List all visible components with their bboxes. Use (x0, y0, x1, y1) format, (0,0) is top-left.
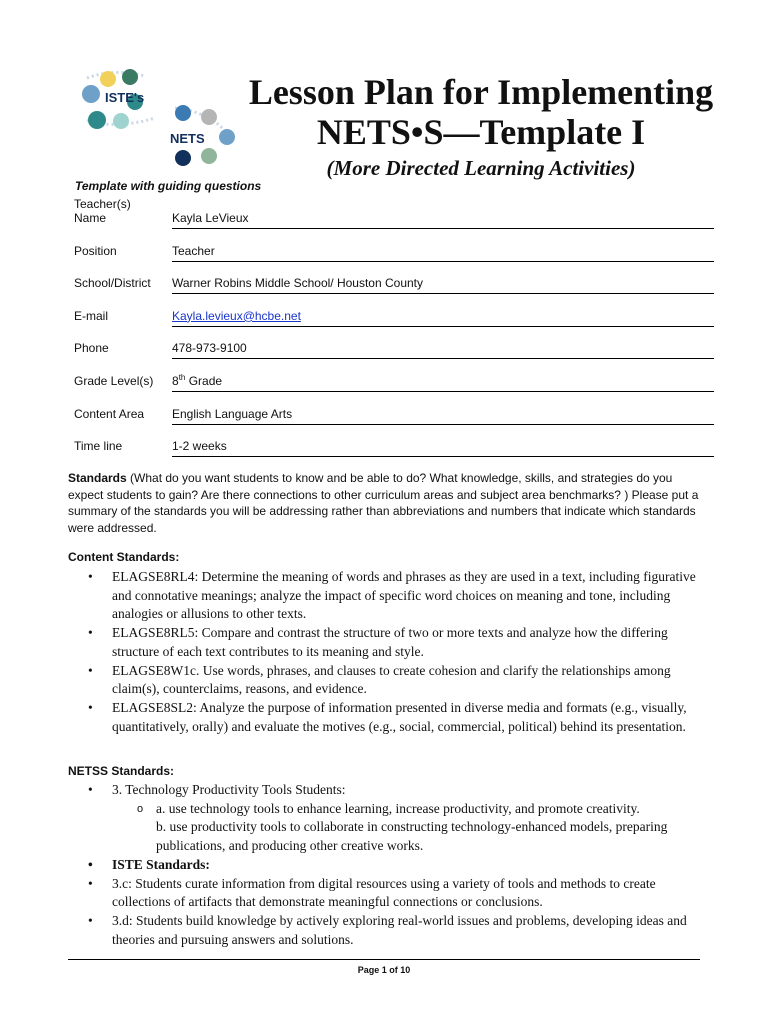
standards-intro-bold: Standards (68, 471, 127, 485)
field-label: Grade Level(s) (74, 373, 154, 388)
content-standards-list (68, 568, 708, 736)
list-item: • ELAGSE8RL4: Determine the meaning of words and phrases as they are used in a text, including figurative and connotative meanings; analyze the impact of specific word choices on meaning and tone, including analogies or allusions to other texts. (88, 569, 696, 622)
list-item: • 3.c: Students curate information from digital resources using a variety of tools and methods to create collections of artifacts that demonstrate meaningful connections or conclusions. (88, 875, 656, 910)
list-item: • ISTE Standards: (88, 856, 210, 872)
field-row-position (74, 229, 714, 262)
field-label: Phone (74, 341, 109, 356)
standards-intro-text: (What do you want students to know and be able to do? What knowledge, skills, and strategies do you expect students to gain? Are there connections to other curriculum areas and subject area benchmarks? ) Please put a summary of the standards you will be addressing rather than abbreviations and numbers that indicate which standards were addressed. (68, 471, 699, 535)
field-label: Teacher(s) Name (74, 197, 131, 225)
netss-standards-heading: NETSS Standards: (68, 764, 175, 778)
field-value: 478-973-9100 (172, 341, 714, 359)
field-label: E-mail (74, 308, 109, 323)
field-value: 8th Grade (172, 371, 714, 392)
field-row-phone (74, 327, 714, 360)
list-subitem: o a. use technology tools to enhance learning, increase productivity, and promote creativity. (137, 800, 640, 816)
page-number: Page 1 of 10 (357, 965, 411, 975)
field-value (172, 309, 714, 327)
list-item: • ELAGSE8SL2: Analyze the purpose of information presented in diverse media and formats (e.g., visually, quantitatively, orally) and evaluate the motives (e.g., social, commercial, political) behind its presentation. (88, 699, 687, 734)
title-subtitle: (More Directed Learning Activities) (326, 156, 636, 180)
list-item: • 3. Technology Productivity Tools Students: (88, 782, 346, 797)
title-line-2: NETS•S—Template I (316, 112, 646, 152)
teacher-info-table (74, 197, 714, 457)
field-value: English Language Arts (172, 407, 714, 425)
document-title-block (238, 72, 724, 182)
standards-intro-paragraph (68, 470, 704, 536)
iste-nets-logo (75, 68, 237, 170)
email-link[interactable]: Kayla.levieux@hcbe.net (172, 308, 301, 323)
title-line-1: Lesson Plan for Implementing (248, 72, 714, 112)
logo-text-nets: NETS (170, 131, 205, 146)
content-standards-heading: Content Standards: (68, 550, 180, 564)
field-row-school-district (74, 262, 714, 295)
field-value: 1-2 weeks (172, 439, 714, 457)
list-item: • 3.d: Students build knowledge by actively exploring real-world issues and problems, developing ideas and theories and pursuing answers and solutions. (88, 912, 687, 947)
field-label: Content Area (74, 406, 145, 421)
logo-text-iste: ISTE's (105, 90, 145, 105)
field-value: Kayla LeVieux (172, 211, 714, 229)
footer-divider (68, 959, 700, 960)
list-item: • ELAGSE8W1c. Use words, phrases, and clauses to create cohesion and clarify the relationships among claim(s), counterclaims, reasons, and evidence. (88, 662, 671, 697)
netss-standards-list (68, 781, 708, 949)
field-row-grade-level (74, 359, 714, 392)
field-label: School/District (74, 276, 151, 291)
field-row-teacher-name (74, 197, 714, 229)
field-row-content-area (74, 392, 714, 425)
list-subitem: b. use productivity tools to collaborate in constructing technology-enhanced models, preparing publications, and producing other creative works. (156, 819, 668, 854)
field-row-email (74, 294, 714, 327)
field-label: Time line (74, 439, 123, 454)
field-value: Teacher (172, 244, 714, 262)
field-label: Position (74, 243, 117, 258)
field-row-time-line (74, 425, 714, 458)
field-value: Warner Robins Middle School/ Houston County (172, 276, 714, 294)
template-caption: Template with guiding questions (75, 179, 262, 193)
list-item: • ELAGSE8RL5: Compare and contrast the structure of two or more texts and analyze how the differing structure of each text contributes to its meaning and style. (88, 625, 668, 659)
